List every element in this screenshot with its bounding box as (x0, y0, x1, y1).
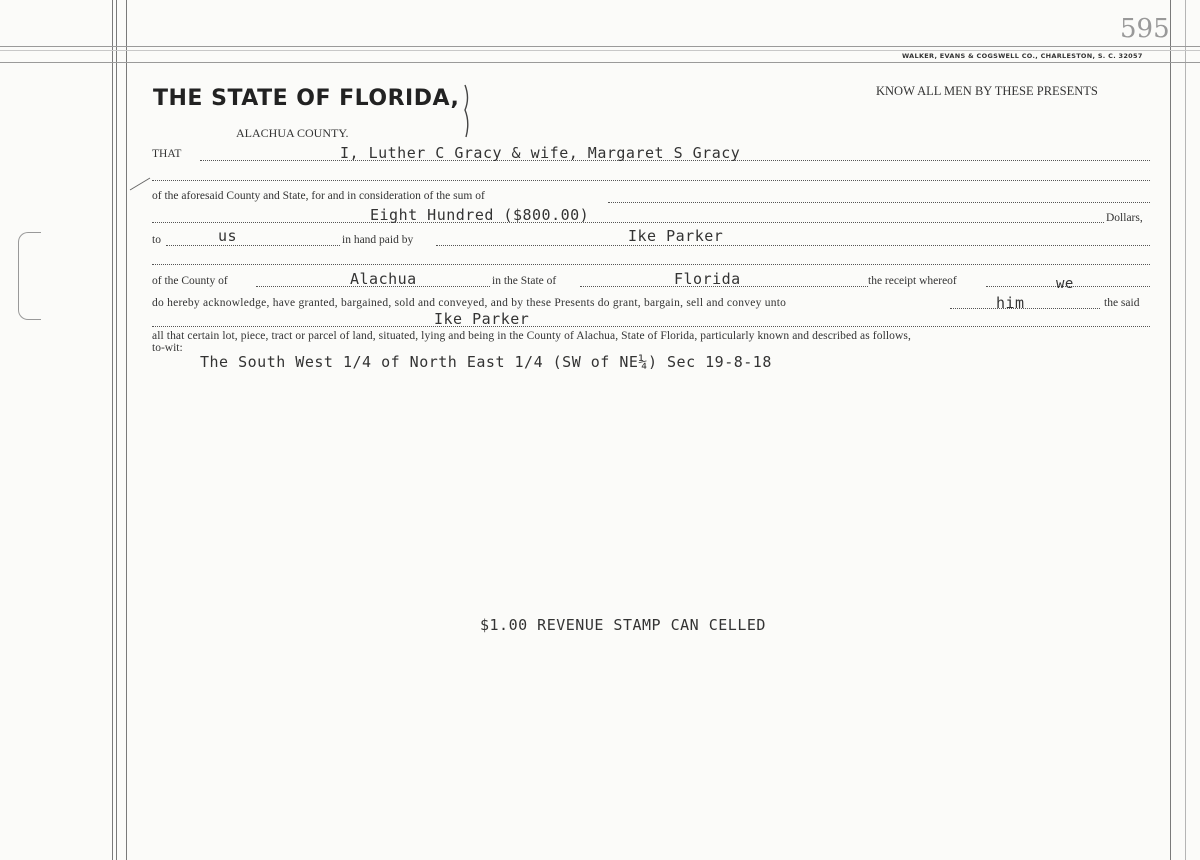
blank-dotted-line-2 (152, 264, 1150, 265)
binder-hole-mark (18, 232, 41, 320)
grantee-dotted-line (152, 326, 1150, 327)
the-said-label: the said (1104, 297, 1140, 309)
consideration-label: of the aforesaid County and State, for and in consideration of the sum of (152, 190, 485, 202)
county-value: Alachua (350, 270, 417, 288)
left-margin-rule-2 (126, 0, 127, 860)
page-number: 595 (1120, 14, 1170, 44)
state-heading: THE STATE OF FLORIDA, (153, 86, 460, 111)
right-margin-rule (1170, 0, 1171, 860)
state-value: Florida (674, 270, 741, 288)
know-all-men: KNOW ALL MEN BY THESE PRESENTS (876, 84, 1098, 98)
dollars-label: Dollars, (1106, 212, 1143, 224)
amount-dotted-line (152, 222, 1104, 223)
to-value: us (218, 227, 238, 245)
state-label: in the State of (492, 275, 557, 287)
printer-imprint: WALKER, EVANS & COGSWELL CO., CHARLESTON, S. C. 32057 (902, 52, 1143, 60)
revenue-stamp-note: $1.00 REVENUE STAMP CAN CELLED (480, 616, 766, 634)
to-dotted-line (166, 245, 340, 246)
paid-by-dotted-line (436, 245, 1150, 246)
pen-stroke-mark (128, 176, 150, 190)
land-description: The South West 1/4 of North East 1/4 (SW of NE¼) Sec 19-8-18 (200, 353, 772, 371)
receipt-label: the receipt whereof (868, 275, 957, 287)
county-heading: ALACHUA COUNTY. (236, 126, 349, 140)
header-rule (0, 62, 1200, 63)
grantor-names: I, Luther C Gracy & wife, Margaret S Gracy (340, 144, 741, 162)
brace-mark (462, 84, 470, 136)
left-margin-rule (112, 0, 113, 860)
consideration-dotted-line (608, 202, 1150, 203)
top-rule-2 (0, 50, 1200, 51)
left-margin-rule-inner (116, 0, 117, 860)
to-wit-label: to-wit: (152, 342, 183, 354)
receipt-value: we (1056, 276, 1074, 292)
acknowledge-text: do hereby acknowledge, have granted, bargained, sold and conveyed, and by these Presents do grant, bargain, sell and convey unto (152, 297, 787, 309)
convey-dotted-line (950, 308, 1100, 309)
to-label: to (152, 234, 161, 246)
blank-dotted-line-1 (152, 180, 1150, 181)
convey-value: him (996, 294, 1025, 312)
county-label: of the County of (152, 275, 228, 287)
paid-by-label: in hand paid by (342, 234, 414, 246)
top-rule (0, 46, 1200, 47)
grantee-name: Ike Parker (434, 310, 530, 328)
right-edge-rule (1185, 0, 1186, 860)
that-label: THAT (152, 148, 182, 160)
paid-by-value: Ike Parker (628, 227, 724, 245)
amount-value: Eight Hundred ($800.00) (370, 206, 590, 224)
land-text: all that certain lot, piece, tract or parcel of land, situated, lying and being in the County of Alachua, State of Florida, particularly known and described as follows, (152, 330, 911, 342)
